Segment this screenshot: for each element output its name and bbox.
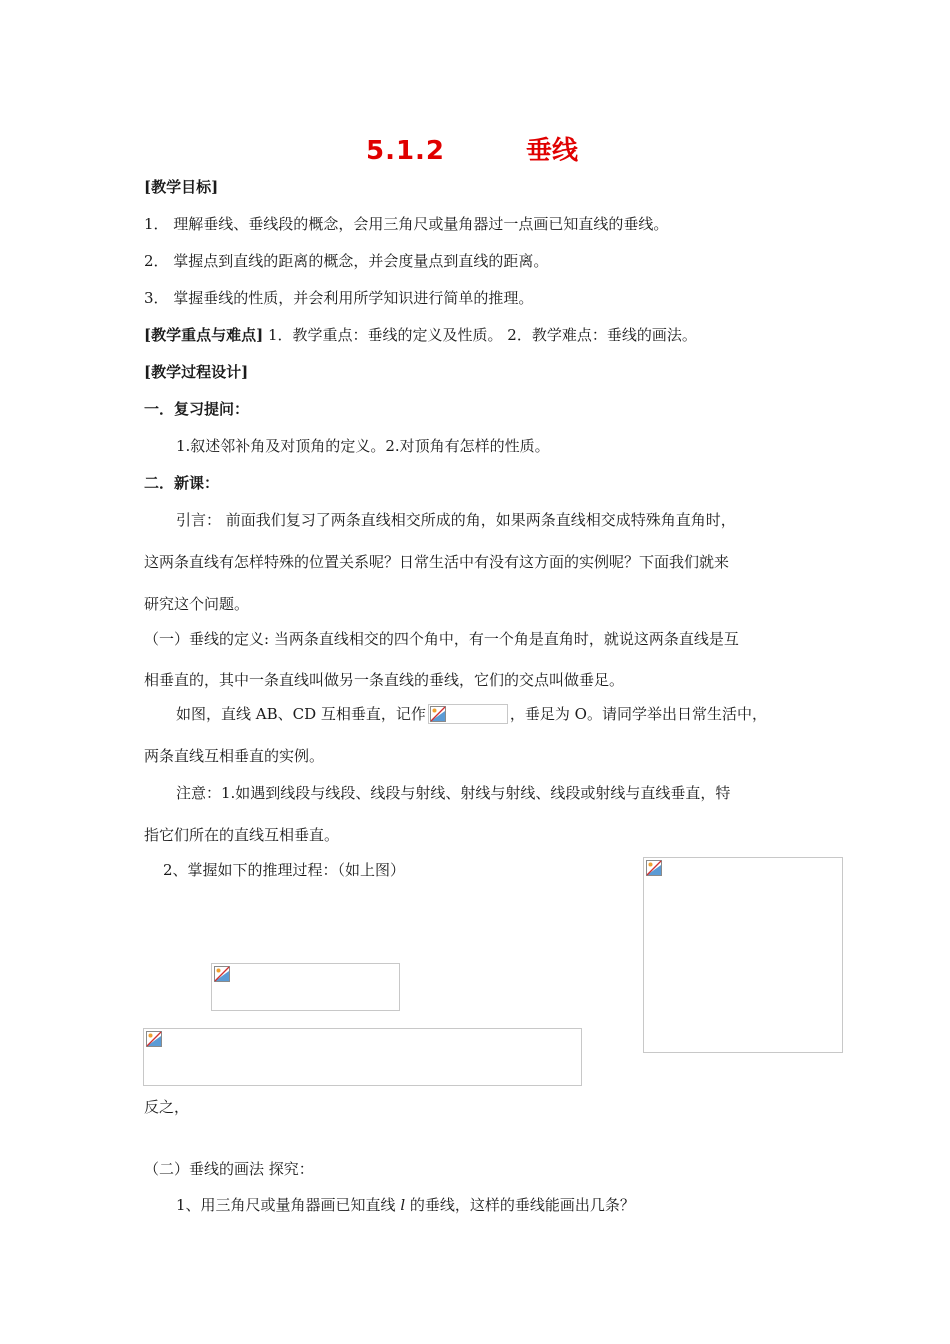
figure-paragraph	[176, 704, 767, 724]
keypoints-paragraph	[144, 325, 697, 345]
intro-line: 研究这个问题。	[144, 595, 250, 613]
definition-line: 相垂直的，其中一条直线叫做另一条直线的垂线，它们的交点叫做垂足。	[144, 671, 625, 689]
objective-item: 2． 掌握点到直线的距离的概念，并会度量点到直线的距离。	[144, 252, 549, 270]
note-line: 指它们所在的直线互相垂直。	[144, 826, 340, 844]
line-variable: l	[400, 1196, 406, 1214]
drawing-question-before: 1、用三角尺或量角器画已知直线	[176, 1196, 401, 1214]
drawing-question	[176, 1195, 635, 1215]
page-title	[0, 134, 950, 168]
objectives-heading: [教学目标]	[144, 178, 219, 196]
reasoning-image	[143, 1028, 582, 1086]
keypoints-heading: [教学重点与难点]	[144, 326, 264, 344]
process-heading: [教学过程设计]	[144, 363, 249, 381]
figure-text-after: ，垂足为 O。请同学举出日常生活中，	[509, 705, 767, 723]
review-text: 1.叙述邻补角及对顶角的定义。2.对顶角有怎样的性质。	[176, 437, 550, 455]
broken-image-icon	[430, 706, 446, 722]
broken-image-icon	[146, 1031, 162, 1047]
broken-image-icon	[214, 966, 230, 982]
intro-line: 这两条直线有怎样特殊的位置关系呢？日常生活中有没有这方面的实例呢？下面我们就来	[144, 553, 730, 571]
drawing-question-after: 的垂线，这样的垂线能画出几条？	[405, 1196, 635, 1214]
drawing-heading: （二）垂线的画法 探究：	[144, 1160, 314, 1178]
reasoning-text: 2、掌握如下的推理过程：（如上图）	[163, 861, 406, 879]
figure-text-before: 如图，直线 AB、CD 互相垂直，记作	[176, 705, 426, 723]
title-number: 5.1.2	[366, 136, 446, 166]
definition-line: （一）垂线的定义: 当两条直线相交的四个角中，有一个角是直角时，就说这两条直线是互	[144, 630, 739, 648]
title-word: 垂线	[526, 136, 579, 166]
figure-line-2: 两条直线互相垂直的实例。	[144, 747, 325, 765]
keypoints-text: 1．教学重点：垂线的定义及性质。 2．教学难点：垂线的画法。	[263, 326, 697, 344]
figure-image	[643, 857, 843, 1053]
converse-text: 反之，	[144, 1098, 190, 1116]
broken-image-icon	[646, 860, 662, 876]
objective-item: 1． 理解垂线、垂线段的概念，会用三角尺或量角器过一点画已知直线的垂线。	[144, 215, 669, 233]
intro-line: 引言： 前面我们复习了两条直线相交所成的角，如果两条直线相交成特殊角直角时，	[176, 511, 736, 529]
inline-formula-image	[428, 704, 508, 724]
reasoning-image	[211, 963, 400, 1011]
review-heading: 一．复习提问：	[144, 400, 250, 418]
newlesson-heading: 二．新课：	[144, 474, 220, 492]
note-line: 注意：1.如遇到线段与线段、线段与射线、射线与射线、线段或射线与直线垂直，特	[176, 784, 731, 802]
objective-item: 3． 掌握垂线的性质，并会利用所学知识进行简单的推理。	[144, 289, 534, 307]
